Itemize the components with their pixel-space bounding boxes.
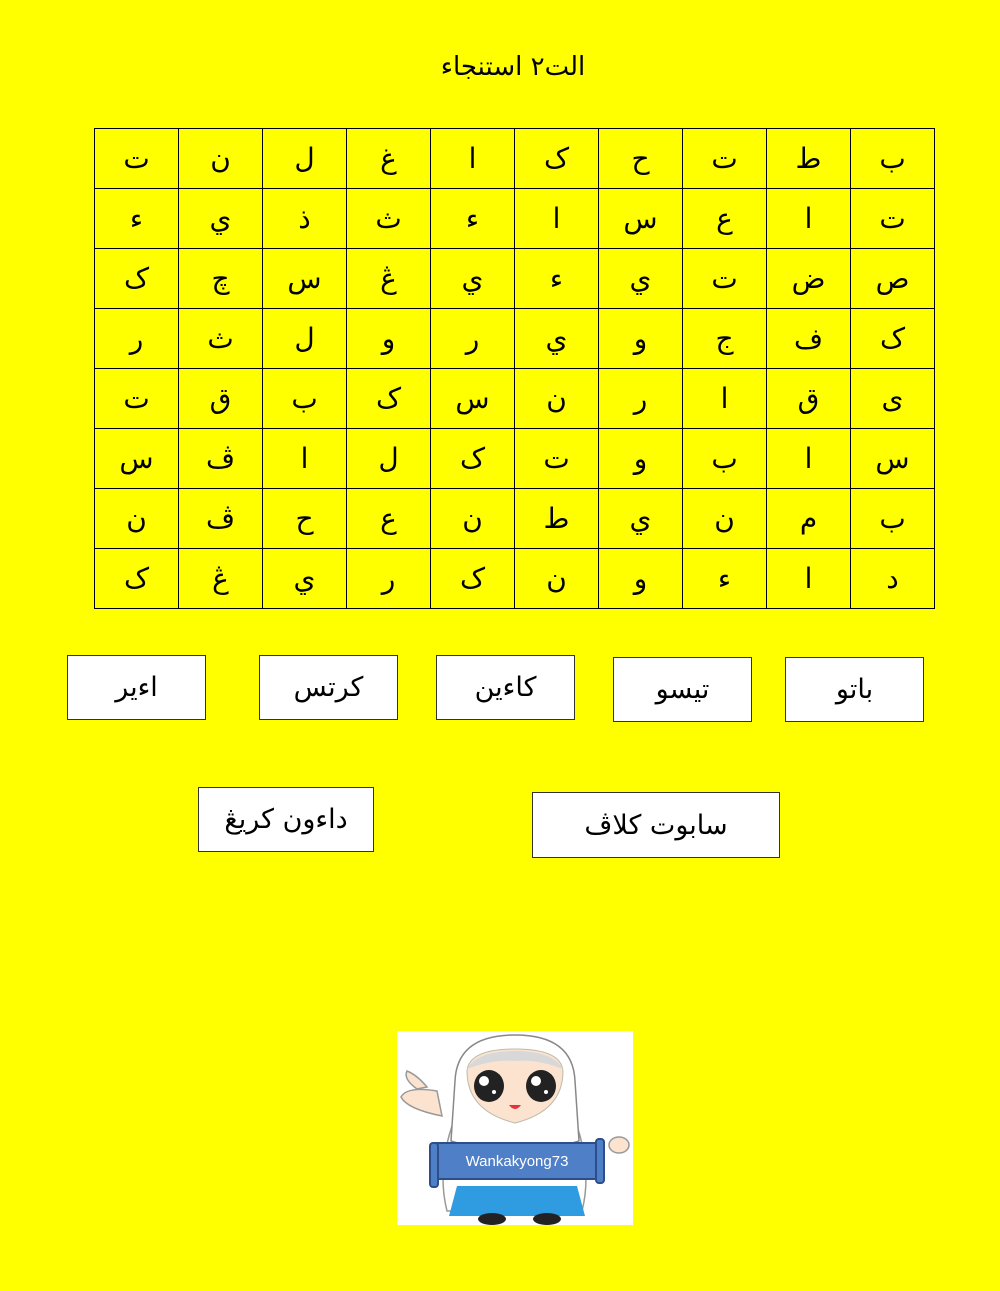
grid-cell[interactable]: ء [431,189,515,249]
grid-cell[interactable]: ر [347,549,431,609]
grid-cell[interactable]: ک [851,309,935,369]
grid-cell[interactable]: ت [683,129,767,189]
grid-row [95,489,935,549]
word-box-tisu[interactable] [613,657,752,722]
grid-cell[interactable]: ض [767,249,851,309]
grid-cell[interactable]: ي [515,309,599,369]
grid-row [95,309,935,369]
grid-cell[interactable]: ب [851,129,935,189]
grid-cell[interactable]: و [599,309,683,369]
grid-cell[interactable]: ي [599,489,683,549]
word-box-batu[interactable] [785,657,924,722]
mascot-girl-icon [397,1031,633,1225]
grid-cell[interactable]: ک [347,369,431,429]
grid-cell[interactable]: ب [263,369,347,429]
grid-cell[interactable]: س [263,249,347,309]
grid-cell[interactable]: ع [683,189,767,249]
grid-cell[interactable]: ط [515,489,599,549]
grid-row [95,549,935,609]
grid-cell[interactable]: ص [851,249,935,309]
grid-cell[interactable]: ء [95,189,179,249]
word-label: باتو [835,674,874,705]
grid-cell[interactable]: س [599,189,683,249]
grid-cell[interactable]: ج [683,309,767,369]
grid-cell[interactable]: ا [263,429,347,489]
grid-cell[interactable]: ن [515,369,599,429]
grid-cell[interactable]: و [347,309,431,369]
mascot-banner-label: Wankakyong73 [465,1152,569,1170]
grid-cell[interactable]: ء [515,249,599,309]
grid-cell[interactable]: ن [431,489,515,549]
grid-cell[interactable]: ق [767,369,851,429]
grid-cell[interactable]: ب [683,429,767,489]
grid-cell[interactable]: ا [767,189,851,249]
grid-cell[interactable]: ب [851,489,935,549]
grid-cell[interactable]: ا [431,129,515,189]
grid-cell[interactable]: و [599,429,683,489]
grid-cell[interactable]: د [851,549,935,609]
word-label: اءير [115,672,158,703]
grid-cell[interactable]: ا [767,549,851,609]
grid-cell[interactable]: ڠ [179,549,263,609]
grid-cell[interactable]: ع [347,489,431,549]
word-box-sabut-kelapa[interactable] [532,792,780,858]
grid-cell[interactable]: ر [599,369,683,429]
grid-cell[interactable]: ي [431,249,515,309]
grid-cell[interactable]: ک [431,549,515,609]
grid-cell[interactable]: ت [683,249,767,309]
grid-cell[interactable]: ر [95,309,179,369]
word-box-kertas[interactable] [259,655,398,720]
grid-cell[interactable]: ک [95,249,179,309]
grid-cell[interactable]: غ [347,129,431,189]
grid-cell[interactable]: چ [179,249,263,309]
grid-cell[interactable]: ق [179,369,263,429]
grid-cell[interactable]: ڤ [179,429,263,489]
word-label: تيسو [655,674,710,705]
grid-cell[interactable]: ح [599,129,683,189]
grid-cell[interactable]: ي [599,249,683,309]
grid-cell[interactable]: ن [683,489,767,549]
grid-cell[interactable]: م [767,489,851,549]
grid-cell[interactable]: ر [431,309,515,369]
grid-cell[interactable]: ت [95,129,179,189]
grid-cell[interactable]: س [851,429,935,489]
word-label: داءون کريڠ [224,804,348,835]
page-title: الت٢ استنجاء [440,52,586,82]
grid-cell[interactable]: ث [347,189,431,249]
grid-row [95,429,935,489]
grid-cell[interactable]: ا [515,189,599,249]
grid-row [95,249,935,309]
grid-cell[interactable]: ک [431,429,515,489]
grid-cell[interactable]: ي [179,189,263,249]
grid-cell[interactable]: ڤ [179,489,263,549]
grid-cell[interactable]: ک [515,129,599,189]
word-label: سابوت کلاڤ [584,809,728,841]
word-box-daun-kering[interactable] [198,787,374,852]
grid-cell[interactable]: و [599,549,683,609]
word-search-grid [94,128,935,609]
word-label: کرتس [293,672,364,703]
grid-cell[interactable]: ا [683,369,767,429]
grid-cell[interactable]: ل [263,309,347,369]
grid-cell[interactable]: ط [767,129,851,189]
grid-cell[interactable]: ڠ [347,249,431,309]
word-box-air[interactable] [67,655,206,720]
grid-cell[interactable]: ح [263,489,347,549]
grid-cell[interactable]: ي [263,549,347,609]
grid-cell[interactable]: ث [179,309,263,369]
grid-row [95,369,935,429]
grid-cell[interactable]: ن [515,549,599,609]
grid-cell[interactable]: ن [95,489,179,549]
grid-row [95,129,935,189]
grid-cell[interactable]: ا [767,429,851,489]
grid-cell[interactable]: س [431,369,515,429]
grid-cell[interactable]: ى [851,369,935,429]
grid-row [95,189,935,249]
word-box-kain[interactable] [436,655,575,720]
grid-cell[interactable]: ذ [263,189,347,249]
grid-cell[interactable]: ن [179,129,263,189]
grid-cell[interactable]: ک [95,549,179,609]
grid-cell[interactable]: س [95,429,179,489]
mascot-image [397,1031,633,1225]
grid-cell[interactable]: ل [263,129,347,189]
grid-cell[interactable]: ل [347,429,431,489]
grid-cell[interactable]: ف [767,309,851,369]
grid-cell[interactable]: ت [515,429,599,489]
grid-cell[interactable]: ء [683,549,767,609]
word-label: کاءين [474,672,537,703]
grid-cell[interactable]: ت [95,369,179,429]
grid-cell[interactable]: ت [851,189,935,249]
